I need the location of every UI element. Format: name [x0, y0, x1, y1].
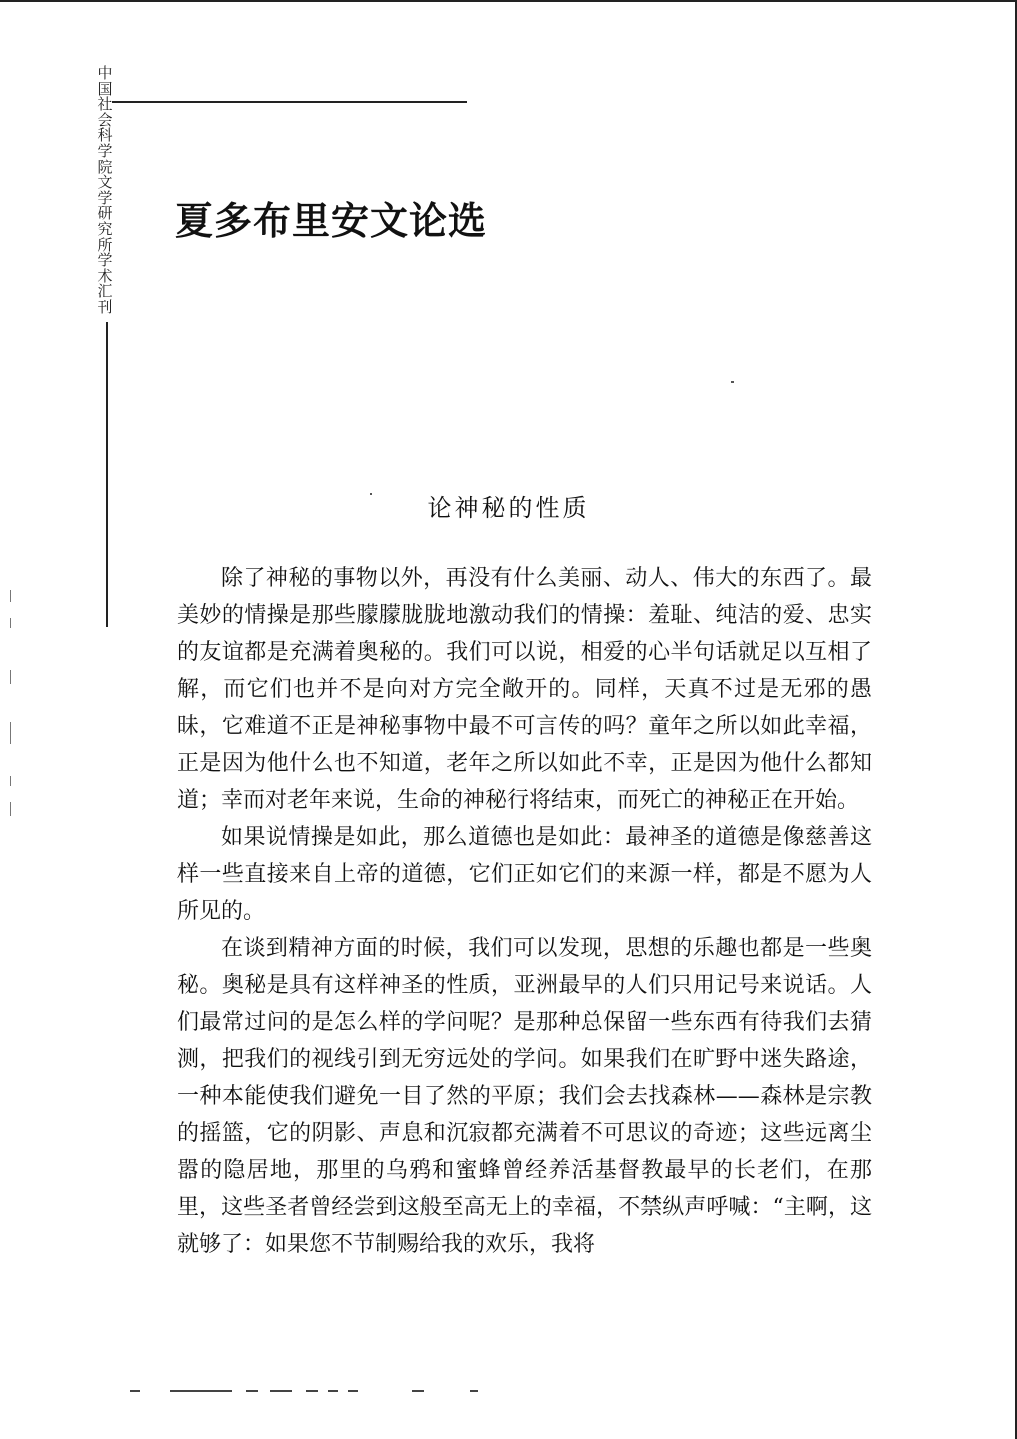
scan-mark: [246, 1390, 258, 1392]
scan-mark: [306, 1390, 318, 1392]
scan-bottom-dashes: [130, 1390, 490, 1394]
scan-mark: [270, 1390, 292, 1392]
scan-mark: [170, 1390, 232, 1392]
paragraph: 如果说情操是如此，那么道德也是如此：最神圣的道德是像慈善这样一些直接来自上帝的道德，它们正如它们的来源一样，都是不愿为人所见的。: [177, 825, 872, 924]
scan-mark: [10, 590, 11, 602]
scan-mark: [412, 1390, 424, 1392]
scan-mark: [10, 802, 11, 816]
scan-mark: [10, 722, 11, 744]
scan-mark: [470, 1390, 478, 1392]
scan-mark: [130, 1390, 140, 1392]
header-rule: [112, 101, 467, 103]
chapter-title: 论神秘的性质: [427, 494, 590, 522]
series-label: 中国社会科学院文学研究所学术汇刊: [97, 64, 113, 316]
body-text: [177, 560, 872, 1263]
scan-mark: [10, 776, 11, 786]
scan-speck: [731, 381, 734, 383]
paragraph: 在谈到精神方面的时候，我们可以发现，思想的乐趣也都是一些奥秘。奥秘是具有这样神圣的性质，亚洲最早的人们只用记号来说话。人们最常过问的是怎么样的学问呢？是那种总保留一些东西有待我们去猜测，把我们的视线引到无穷远处的学问。如果我们在旷野中迷失路途，一种本能使我们避免一目了然的平原；我们会去找森林——森林是宗教的摇篮，它的阴影、声息和沉寂都充满着不可思议的奇迹；这些远离尘嚣的隐居地，那里的乌鸦和蜜蜂曾经养活基督教最早的长老们，在那里，这些圣者曾经尝到这般至高无上的幸福，不禁纵声呼喊：“主啊，这就够了：如果您不节制赐给我的欢乐，我将: [177, 936, 872, 1257]
scan-mark: [10, 618, 11, 628]
scan-edge-marks: [8, 590, 14, 830]
scan-mark: [348, 1390, 358, 1392]
book-title: 夏多布里安文论选: [175, 199, 488, 243]
paragraph: 除了神秘的事物以外，再没有什么美丽、动人、伟大的东西了。最美妙的情操是那些朦朦胧胧地激动我们的情操：羞耻、纯洁的爱、忠实的友谊都是充满着奥秘的。我们可以说，相爱的心半句话就足以互相了解，而它们也并不是向对方完全敞开的。同样，天真不过是无邪的愚昧，它难道不正是神秘事物中最不可言传的吗？童年之所以如此幸福，正是因为他什么也不知道，老年之所以如此不幸，正是因为他什么都知道；幸而对老年来说，生命的神秘行将结束，而死亡的神秘正在开始。: [177, 566, 872, 813]
scan-mark: [10, 670, 11, 684]
side-rule: [106, 322, 108, 627]
scan-mark: [328, 1390, 338, 1392]
